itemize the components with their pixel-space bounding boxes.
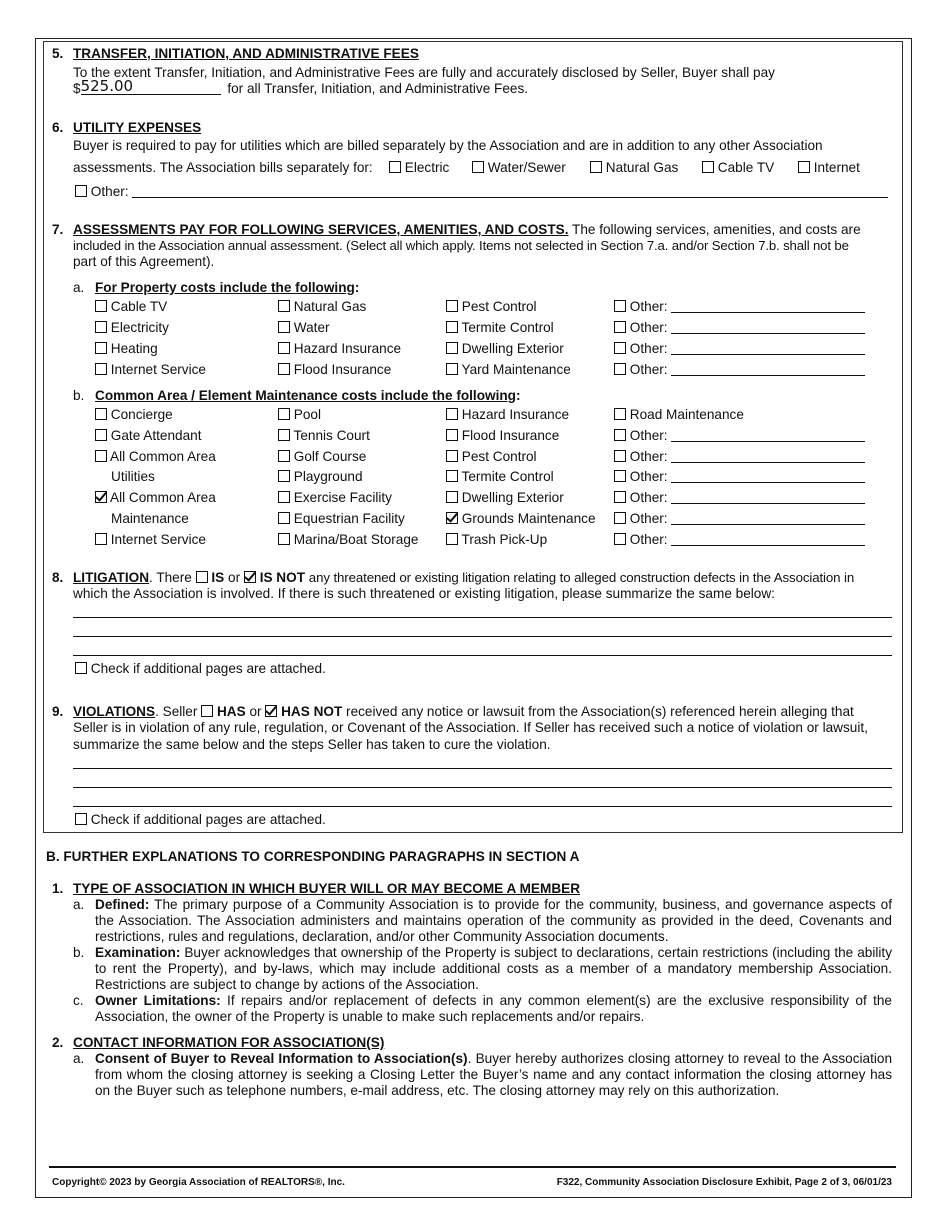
s7b-other-4-checkbox[interactable] [614, 491, 626, 503]
s6-option-water-sewer[interactable] [472, 160, 566, 176]
s6-internet-checkbox[interactable] [798, 161, 810, 173]
s7b-trash-pick-up-checkbox[interactable] [446, 533, 458, 545]
s9-has-not-label: HAS NOT [281, 704, 343, 719]
s9-line1 [73, 704, 854, 720]
s6-option-electric[interactable] [389, 160, 449, 176]
s7a-electricity-option[interactable] [95, 320, 169, 336]
b2-number: 2. [52, 1035, 64, 1050]
s6-title: UTILITY EXPENSES [73, 120, 202, 135]
s7b-pest-control-option[interactable] [446, 449, 537, 465]
s7b-c1-0-concierge-label: Concierge [110, 407, 173, 422]
s7b-other-6-label: Other: [629, 531, 668, 547]
s7b-dwelling-exterior-option[interactable] [446, 490, 564, 506]
s7b-heading: Common Area / Element Maintenance costs include the following: [95, 388, 521, 403]
s7b-equestrian-facility-checkbox[interactable] [278, 512, 290, 524]
s7a-natural-gas-option[interactable] [278, 299, 366, 315]
s7b-c1-6-internet-service-label: Internet Service [110, 531, 206, 547]
s7a-dwelling-exterior-label: Dwelling Exterior [461, 341, 564, 356]
b1-title: TYPE OF ASSOCIATION IN WHICH BUYER WILL OR MAY BECOME A MEMBER [73, 881, 581, 896]
s6-option-natural-gas[interactable] [590, 160, 678, 176]
s7a-other-2-option[interactable] [614, 320, 865, 336]
s7b-hazard-insurance-label: Hazard Insurance [461, 407, 570, 422]
s7a-other-3-label: Other: [629, 341, 668, 356]
s8-blank-line-3[interactable] [73, 655, 892, 656]
s7a-other-2-label: Other: [629, 320, 668, 335]
s7b-exercise-facility-option[interactable] [278, 490, 392, 506]
s7a-other-3-checkbox[interactable] [614, 342, 626, 354]
s6-natural-gas-checkbox[interactable] [590, 161, 602, 173]
s7a-title: For Property costs include the following [95, 280, 355, 295]
s8-is-checkbox[interactable] [196, 571, 208, 583]
s8-blank-line-2[interactable] [73, 636, 892, 637]
s7b-tennis-court-checkbox[interactable] [278, 429, 290, 441]
s8-tail: any threatened or existing litigation relating to alleged construction defects in the Association in [308, 570, 855, 585]
s9-line3: summarize the same below and the steps Seller has taken to cure the violation. [73, 737, 551, 752]
s7b-playground-label: Playground [293, 469, 363, 485]
s7b-termite-control-option[interactable] [446, 469, 554, 485]
s7b-pest-control-checkbox[interactable] [446, 450, 458, 462]
s9-blank-line-3[interactable] [73, 806, 892, 807]
s7b-other-2-option[interactable] [614, 449, 865, 465]
s7b-exercise-facility-label: Exercise Facility [293, 490, 392, 506]
s7b-road-maintenance-checkbox[interactable] [614, 408, 626, 420]
s7a-water-option[interactable] [278, 320, 330, 336]
s7b-title: Common Area / Element Maintenance costs include the following [95, 388, 516, 403]
s7a-other-1-field[interactable] [671, 300, 865, 313]
s9-pre: . Seller [155, 704, 198, 719]
s7b-road-maintenance-option[interactable] [614, 407, 744, 423]
s5-line2-tail: for all Transfer, Initiation, and Administrative Fees. [227, 81, 529, 96]
s6-water-sewer-label: Water/Sewer [487, 160, 566, 175]
s5-line1: To the extent Transfer, Initiation, and Administrative Fees are fully and accurately disclosed by Seller, Buyer shall pay [73, 65, 775, 80]
s8-title: LITIGATION [73, 570, 150, 585]
s7a-hazard-insurance-checkbox[interactable] [278, 342, 290, 354]
b1a-text: The primary purpose of a Community Association is to provide for the community, business, and governance aspects of the Association. The Association administers and maintains operation of the community as provided in the deed, Covenants and restrictions, rules and regulations, declaration, and/or other Community Association documents. [95, 897, 892, 944]
s7b-hazard-insurance-option[interactable] [446, 407, 569, 423]
s7b-trash-pick-up-option[interactable] [446, 532, 547, 548]
s7b-c1-4-all-common-area-option[interactable] [95, 490, 216, 506]
s5-amount-value: 525.00 [80, 77, 134, 95]
s8-pre: . There [149, 570, 192, 585]
s7b-other-4-field[interactable] [671, 491, 865, 504]
s6-electric-checkbox[interactable] [389, 161, 401, 173]
s6-water-sewer-checkbox[interactable] [472, 161, 484, 173]
s8-blank-line-1[interactable] [73, 617, 892, 618]
b1c-paragraph [95, 993, 892, 1025]
s7a-other-3-field[interactable] [671, 342, 865, 355]
s8-is-not-checkbox[interactable] [244, 571, 256, 583]
b2a-text: . Buyer hereby authorizes closing attorney to reveal to the Association from whom the closing attorney is seeking a Closing Letter the Buyer’s name and any contact information the closing attorney has on the Buyer such as telephone numbers, e-mail address, etc. The closing attorney may rely on this authorization. [95, 1051, 892, 1098]
s7b-other-5-option[interactable] [614, 511, 865, 527]
s7a-heating-checkbox[interactable] [95, 342, 107, 354]
s8-line2: which the Association is involved. If there is such threatened or existing litigation, please summarize the same below: [73, 586, 775, 601]
s7b-other-6-option[interactable] [614, 532, 865, 548]
s7a-termite-control-label: Termite Control [461, 320, 554, 335]
b1b-letter: b. [73, 945, 85, 960]
s7b-road-maintenance-label: Road Maintenance [629, 407, 744, 422]
s7-line1 [73, 222, 893, 238]
s7b-other-6-field[interactable] [671, 533, 865, 546]
s7b-flood-insurance-option[interactable] [446, 428, 559, 444]
b2-title: CONTACT INFORMATION FOR ASSOCIATION(S) [73, 1035, 385, 1050]
s7a-other-1-label: Other: [629, 299, 668, 314]
s7a-pest-control-label: Pest Control [461, 299, 537, 314]
s6-number: 6. [52, 120, 64, 135]
s7a-dwelling-exterior-checkbox[interactable] [446, 342, 458, 354]
s7a-cable-tv-label: Cable TV [110, 299, 168, 314]
s7b-c1-6-internet-service-checkbox[interactable] [95, 533, 107, 545]
s7b-c1-5-maintenance-option[interactable] [95, 511, 189, 527]
s6-other-checkbox[interactable] [75, 185, 87, 197]
s6-option-internet[interactable] [798, 160, 860, 176]
s7b-dwelling-exterior-label: Dwelling Exterior [461, 490, 564, 506]
b1c-label: Owner Limitations: [95, 993, 221, 1008]
s6-cable-tv-label: Cable TV [717, 160, 775, 175]
s7b-equestrian-facility-label: Equestrian Facility [293, 511, 405, 526]
s7a-other-1-checkbox[interactable] [614, 300, 626, 312]
s7b-c1-1-gate-attendant-label: Gate Attendant [110, 427, 202, 443]
b1a-label: Defined: [95, 897, 150, 912]
s7b-equestrian-facility-option[interactable] [278, 511, 405, 527]
s7b-c1-1-gate-attendant-option[interactable] [95, 428, 201, 444]
s8-attach-checkbox[interactable] [75, 662, 87, 674]
s7b-trash-pick-up-label: Trash Pick-Up [461, 531, 548, 547]
s7b-other-2-checkbox[interactable] [614, 450, 626, 462]
s9-attach-row [75, 812, 326, 828]
s8-is-not-label: IS NOT [259, 570, 306, 585]
b2a-paragraph [95, 1051, 892, 1099]
s7b-tennis-court-option[interactable] [278, 428, 370, 444]
s7a-yard-maintenance-checkbox[interactable] [446, 363, 458, 375]
s6-line1: Buyer is required to pay for utilities which are billed separately by the Association and are in addition to any other Association [73, 138, 823, 153]
s5-currency: $ [73, 81, 81, 96]
s8-or: or [228, 570, 241, 585]
s7b-c1-5-maintenance-label: Maintenance [111, 511, 189, 526]
section-b-heading: B. FURTHER EXPLANATIONS TO CORRESPONDING PARAGRAPHS IN SECTION A [46, 849, 580, 864]
s7b-other-3-option[interactable] [614, 469, 865, 485]
s7b-golf-course-option[interactable] [278, 449, 366, 465]
s5-fee-row [73, 77, 529, 97]
b1b-label: Examination: [95, 945, 181, 960]
s7a-pest-control-option[interactable] [446, 299, 537, 315]
s7b-other-4-label: Other: [629, 490, 668, 506]
s5-amount-field[interactable] [80, 77, 221, 95]
s6-other-field[interactable] [132, 185, 888, 198]
s7b-marina-boat-storage-label: Marina/Boat Storage [293, 531, 419, 547]
s9-blank-line-1[interactable] [73, 768, 892, 769]
s7a-heating-label: Heating [110, 341, 158, 356]
s7b-other-1-option[interactable] [614, 428, 865, 444]
s7b-other-4-option[interactable] [614, 490, 865, 506]
s8-number: 8. [52, 570, 64, 585]
s7b-other-1-checkbox[interactable] [614, 429, 626, 441]
s7b-golf-course-checkbox[interactable] [278, 450, 290, 462]
s6-cable-tv-checkbox[interactable] [702, 161, 714, 173]
footer-rule [49, 1166, 896, 1168]
s9-tail: received any notice or lawsuit from the Association(s) referenced herein alleging that [346, 704, 854, 719]
s7b-other-6-checkbox[interactable] [614, 533, 626, 545]
s7b-other-2-label: Other: [629, 448, 668, 464]
s7a-flood-insurance-option[interactable] [278, 362, 391, 378]
s7a-other-4-field[interactable] [671, 363, 865, 376]
s7b-termite-control-label: Termite Control [461, 469, 554, 485]
s7b-other-5-checkbox[interactable] [614, 512, 626, 524]
s7b-pool-checkbox[interactable] [278, 408, 290, 420]
s7b-hazard-insurance-checkbox[interactable] [446, 408, 458, 420]
s9-line2: Seller is in violation of any rule, regulation, or Covenant of the Association. If Seller has received such a notice of violation or lawsuit, [73, 720, 868, 735]
s7a-termite-control-checkbox[interactable] [446, 321, 458, 333]
s6-option-cable-tv[interactable] [702, 160, 774, 176]
s7b-marina-boat-storage-checkbox[interactable] [278, 533, 290, 545]
s8-is-label: IS [211, 570, 225, 585]
s7a-heading: For Property costs include the following: [95, 280, 360, 295]
s7b-other-1-label: Other: [629, 427, 668, 443]
s7a-other-4-checkbox[interactable] [614, 363, 626, 375]
s7a-termite-control-option[interactable] [446, 320, 554, 336]
s7a-other-1-option[interactable] [614, 299, 865, 315]
b1c-text: If repairs and/or replacement of defects in any common element(s) are the exclusive responsibility of the Association, the owner of the Property is unable to make such replacements and/or repairs. [95, 993, 892, 1024]
s7a-hazard-insurance-option[interactable] [278, 341, 401, 357]
s7a-yard-maintenance-option[interactable] [446, 362, 571, 378]
s7b-pest-control-label: Pest Control [461, 448, 537, 464]
s9-number: 9. [52, 704, 64, 719]
s7a-internet-service-checkbox[interactable] [95, 363, 107, 375]
s7a-flood-insurance-label: Flood Insurance [293, 362, 392, 377]
s9-attach-label: Check if additional pages are attached. [90, 812, 326, 827]
s7b-other-3-label: Other: [629, 469, 668, 485]
s7a-cable-tv-option[interactable] [95, 299, 167, 315]
s6-other-row [75, 184, 888, 200]
s7b-dwelling-exterior-checkbox[interactable] [446, 491, 458, 503]
s9-attach-checkbox[interactable] [75, 813, 87, 825]
s9-has-label: HAS [216, 704, 246, 719]
s8-line1 [73, 570, 854, 586]
s9-blank-line-2[interactable] [73, 787, 892, 788]
s7-title: ASSESSMENTS PAY FOR FOLLOWING SERVICES, AMENITIES, AND COSTS. [73, 222, 569, 237]
s7b-flood-insurance-checkbox[interactable] [446, 429, 458, 441]
s7a-hazard-insurance-label: Hazard Insurance [293, 341, 402, 356]
s7a-other-4-option[interactable] [614, 362, 865, 378]
s7b-other-2-field[interactable] [671, 450, 865, 463]
s7a-other-3-option[interactable] [614, 341, 865, 357]
footer-form-id: F322, Community Association Disclosure Exhibit, Page 2 of 3, 06/01/23 [556, 1177, 892, 1188]
s7a-cable-tv-checkbox[interactable] [95, 300, 107, 312]
s6-electric-label: Electric [404, 160, 450, 175]
s7b-golf-course-label: Golf Course [293, 448, 367, 464]
s7b-playground-checkbox[interactable] [278, 470, 290, 482]
s7a-water-checkbox[interactable] [278, 321, 290, 333]
s6-internet-label: Internet [813, 160, 860, 175]
s9-has-not-checkbox[interactable] [265, 705, 277, 717]
s9-or: or [249, 704, 262, 719]
s7a-internet-service-option[interactable] [95, 362, 206, 378]
s6-other-label: Other: [90, 184, 129, 199]
s7a-natural-gas-label: Natural Gas [293, 299, 367, 314]
s7b-c1-2-all-common-area-checkbox[interactable] [95, 450, 107, 462]
s7b-pool-option[interactable] [278, 407, 321, 423]
s7a-other-2-field[interactable] [671, 321, 865, 334]
s7b-c1-4-all-common-area-checkbox[interactable] [95, 491, 107, 503]
b1b-paragraph [95, 945, 892, 993]
s7b-c1-2-all-common-area-label: All Common Area [110, 448, 216, 464]
s9-has-checkbox[interactable] [201, 705, 213, 717]
s7b-c1-1-gate-attendant-checkbox[interactable] [95, 429, 107, 441]
s7-title-tail: The following services, amenities, and costs are [568, 222, 861, 237]
footer-copyright: Copyright© 2023 by Georgia Association of REALTORS®, Inc. [52, 1177, 345, 1188]
s7b-c1-0-concierge-option[interactable] [95, 407, 173, 423]
s7b-tennis-court-label: Tennis Court [293, 427, 370, 443]
s7b-grounds-maintenance-option[interactable] [446, 511, 596, 527]
s7b-termite-control-checkbox[interactable] [446, 470, 458, 482]
s7b-c1-0-concierge-checkbox[interactable] [95, 408, 107, 420]
s7-line3: part of this Agreement). [73, 254, 215, 269]
b1b-text: Buyer acknowledges that ownership of the Property is subject to declarations, certain restrictions (including the ability to rent the Property), and by-laws, which may include additional costs as a member of a mandatory membership Association. Restrictions are subject to change by actions of the Association. [95, 945, 892, 992]
s7a-other-4-label: Other: [629, 362, 668, 377]
s7b-c1-2-all-common-area-option[interactable] [95, 449, 216, 465]
s7b-marina-boat-storage-option[interactable] [278, 532, 418, 548]
s7b-pool-label: Pool [293, 407, 321, 422]
b1-number: 1. [52, 881, 64, 896]
s7a-flood-insurance-checkbox[interactable] [278, 363, 290, 375]
s9-title: VIOLATIONS [73, 704, 156, 719]
s7b-letter: b. [73, 388, 85, 403]
s7a-dwelling-exterior-option[interactable] [446, 341, 564, 357]
s8-attach-label: Check if additional pages are attached. [90, 661, 326, 676]
s7b-other-5-label: Other: [629, 511, 668, 526]
b2a-label: Consent of Buyer to Reveal Information to Association(s) [95, 1051, 468, 1066]
s7a-water-label: Water [293, 320, 330, 335]
s7a-yard-maintenance-label: Yard Maintenance [461, 362, 571, 377]
s7a-natural-gas-checkbox[interactable] [278, 300, 290, 312]
s7b-playground-option[interactable] [278, 469, 363, 485]
s7b-other-3-field[interactable] [671, 470, 865, 483]
s7b-other-1-field[interactable] [671, 429, 865, 442]
s5-title: TRANSFER, INITIATION, AND ADMINISTRATIVE FEES [73, 46, 419, 61]
b1a-letter: a. [73, 897, 85, 912]
s7b-other-5-field[interactable] [671, 512, 865, 525]
s5-number: 5. [52, 46, 64, 61]
s7a-internet-service-label: Internet Service [110, 362, 206, 377]
s7b-flood-insurance-label: Flood Insurance [461, 427, 560, 443]
s7a-heating-option[interactable] [95, 341, 158, 357]
b2a-letter: a. [73, 1051, 85, 1066]
s7b-c1-6-internet-service-option[interactable] [95, 532, 206, 548]
s7a-other-2-checkbox[interactable] [614, 321, 626, 333]
s7b-c1-3-utilities-option[interactable] [95, 469, 155, 485]
s7b-grounds-maintenance-checkbox[interactable] [446, 512, 458, 524]
s7a-letter: a. [73, 280, 85, 295]
s7b-exercise-facility-checkbox[interactable] [278, 491, 290, 503]
b1c-letter: c. [73, 993, 84, 1008]
s6-natural-gas-label: Natural Gas [605, 160, 679, 175]
s7a-pest-control-checkbox[interactable] [446, 300, 458, 312]
b1a-paragraph [95, 897, 892, 945]
s7b-grounds-maintenance-label: Grounds Maintenance [461, 511, 596, 526]
s7a-electricity-checkbox[interactable] [95, 321, 107, 333]
s7b-other-3-checkbox[interactable] [614, 470, 626, 482]
s7a-electricity-label: Electricity [110, 320, 169, 335]
s8-attach-row [75, 661, 326, 677]
s7b-c1-4-all-common-area-label: All Common Area [110, 490, 216, 506]
s7-line2: included in the Association annual assessment. (Select all which apply. Items not selected in Section 7.a. and/or Section 7.b. shall not be [73, 238, 849, 253]
s7b-c1-3-utilities-label: Utilities [111, 469, 155, 485]
s6-line2: assessments. The Association bills separately for: [73, 160, 373, 175]
s7-number: 7. [52, 222, 64, 237]
